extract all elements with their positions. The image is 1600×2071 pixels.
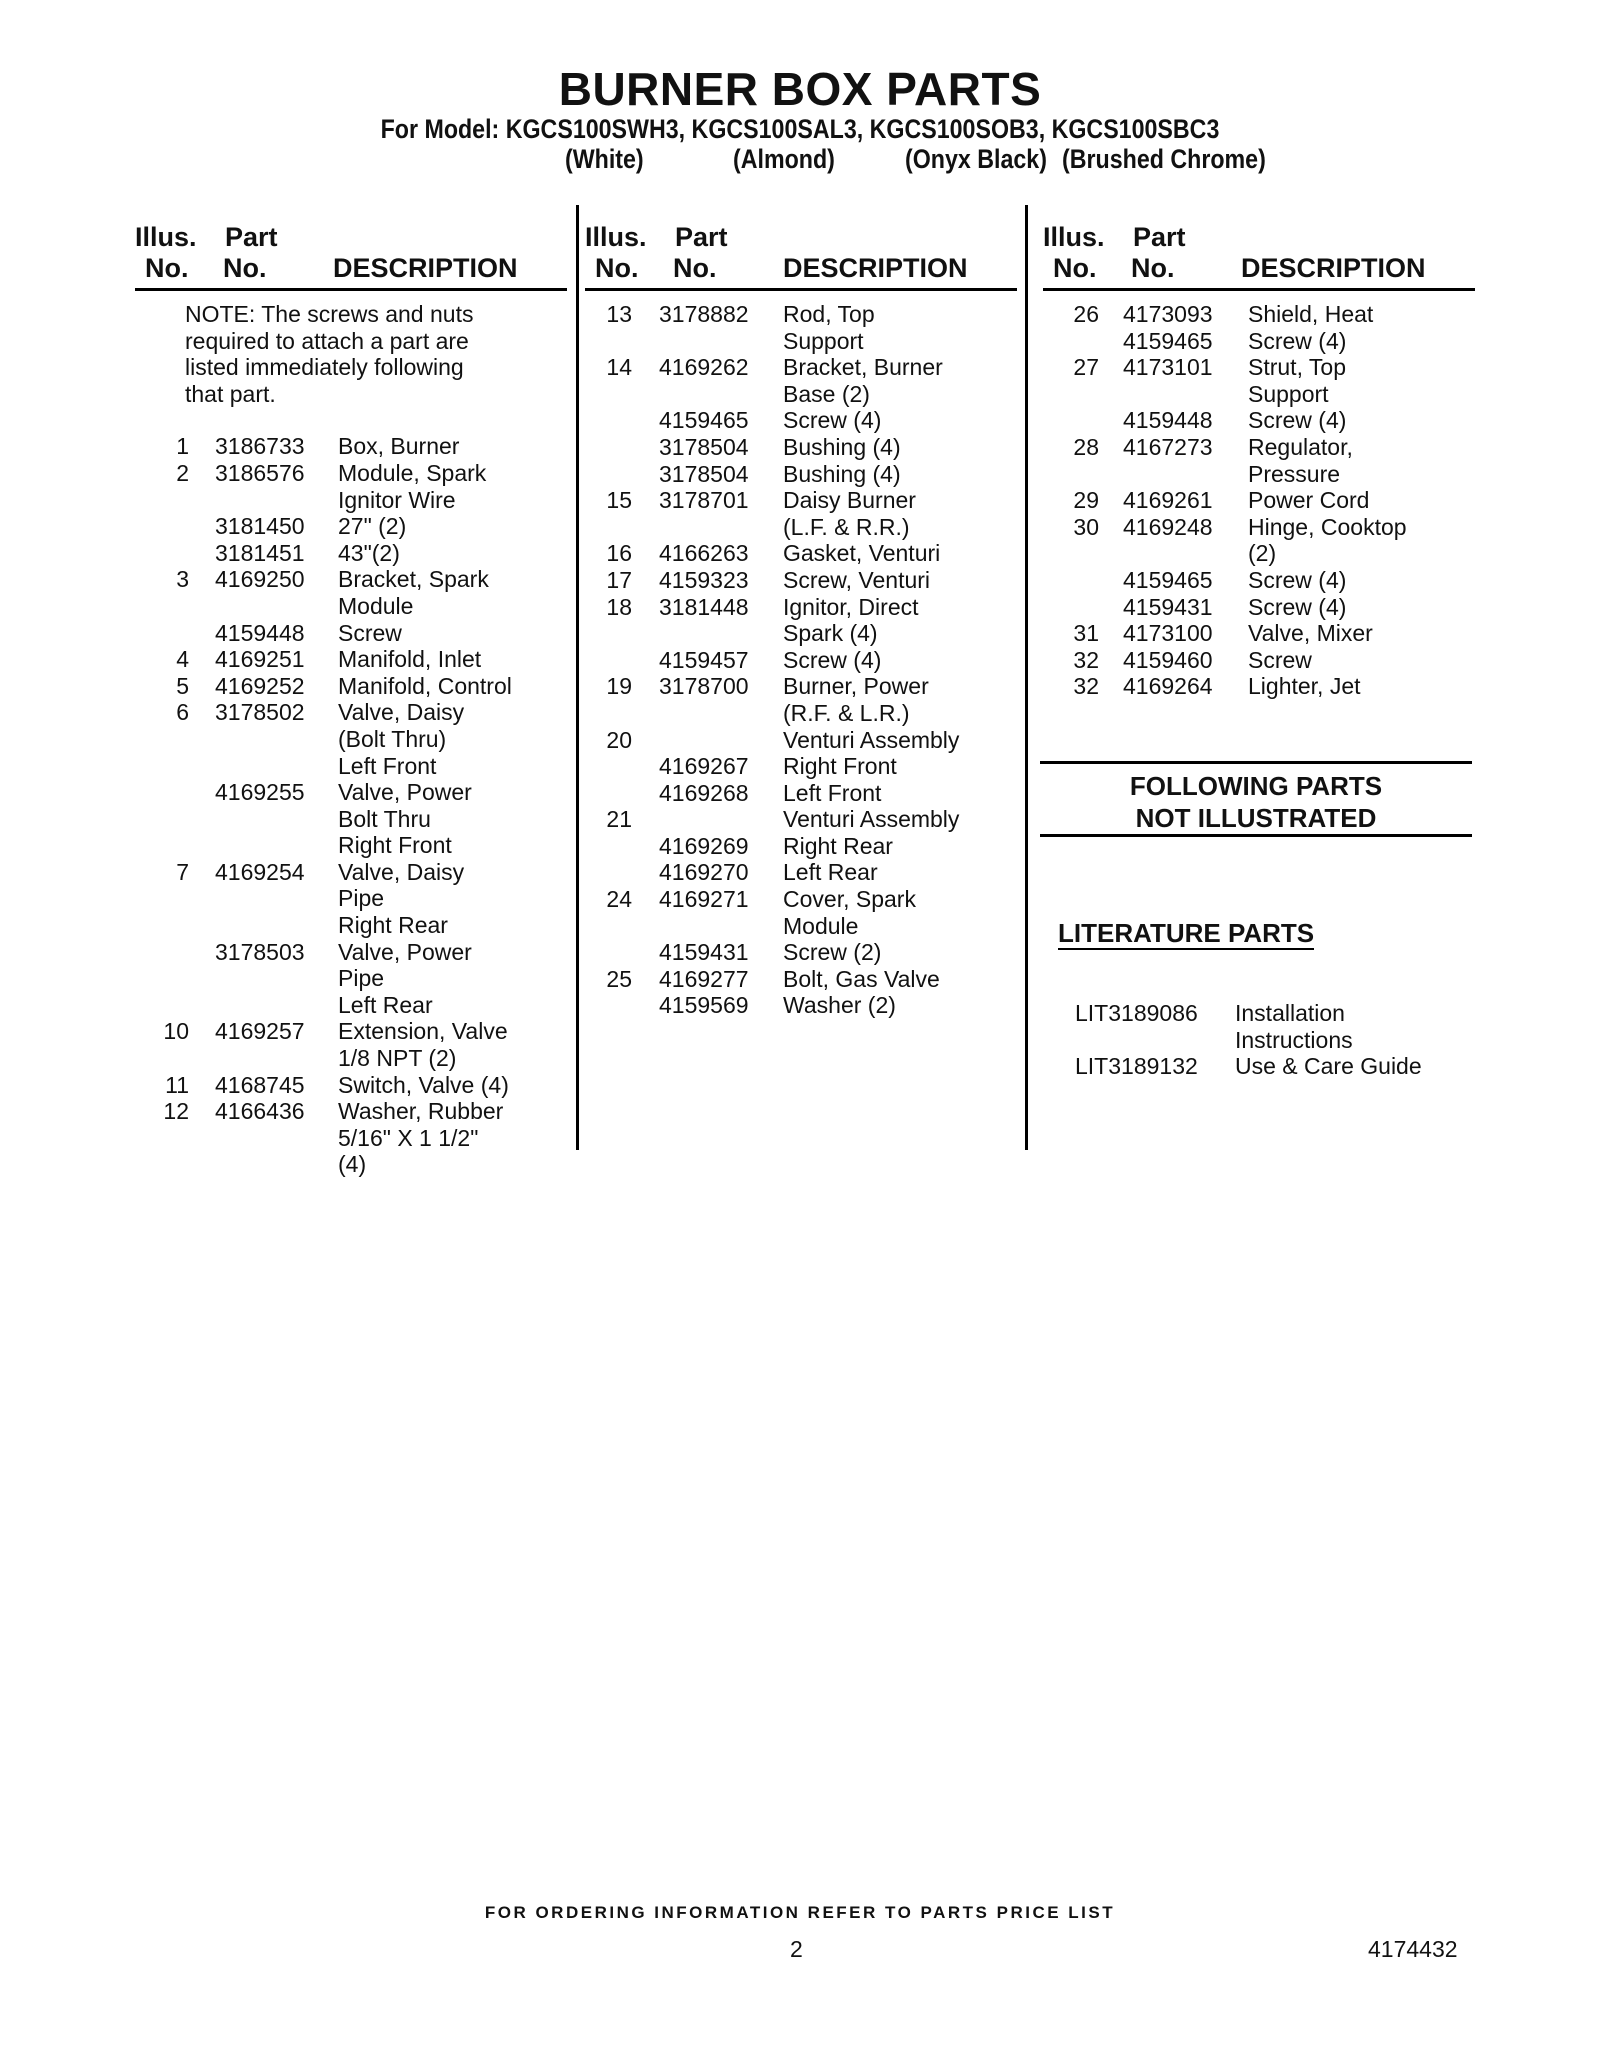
part-description: Pipe (338, 965, 385, 992)
part-description: Pressure (1248, 460, 1341, 487)
page-title: BURNER BOX PARTS (558, 63, 1042, 115)
part-description: (Bolt Thru) (338, 725, 447, 752)
table-row (585, 806, 1017, 833)
illus-number: 4 (176, 646, 189, 673)
illus-number: 7 (176, 858, 189, 885)
part-description: Ignitor Wire (338, 486, 456, 513)
part-description: Box, Burner (338, 433, 460, 460)
color-almond: (Almond) (733, 144, 835, 174)
literature-heading: LITERATURE PARTS (1058, 918, 1315, 948)
part-description: Screw (338, 619, 402, 646)
illus-number: 31 (1073, 620, 1099, 647)
part-number: 3181448 (659, 593, 749, 620)
table-row (585, 966, 1017, 993)
table-row (135, 1125, 567, 1152)
part-description: Ignitor, Direct (783, 593, 919, 620)
illus-number: 26 (1073, 301, 1099, 327)
table-row (1043, 647, 1475, 674)
table-row (585, 381, 1017, 408)
parts-list-2 (585, 301, 1017, 1019)
table-row (1043, 301, 1475, 328)
illus-number: 6 (176, 699, 189, 726)
table-row (1043, 328, 1475, 355)
part-description: Module (338, 592, 414, 619)
part-description: 43"(2) (338, 539, 400, 566)
part-description: Base (2) (783, 380, 870, 407)
column-divider (1025, 205, 1028, 1150)
part-description: Cover, Spark (783, 886, 916, 913)
illus-number: 32 (1073, 673, 1099, 700)
table-row (585, 514, 1017, 541)
part-number: 4159460 (1123, 646, 1213, 673)
part-number: 4166263 (659, 540, 749, 567)
illus-number: 3 (176, 566, 189, 593)
document-number: 4174432 (1368, 1936, 1458, 1962)
illus-number: 17 (606, 566, 632, 593)
table-row (135, 513, 567, 540)
illus-number: 11 (165, 1071, 189, 1098)
part-description: (4) (338, 1151, 367, 1178)
part-description: Left Front (338, 752, 437, 779)
part-description: Power Cord (1248, 487, 1370, 514)
table-row (1043, 514, 1475, 541)
part-number: 4169254 (215, 858, 305, 885)
part-number: 4169264 (1123, 673, 1213, 700)
table-row (135, 832, 567, 859)
part-description: Washer (2) (783, 992, 896, 1019)
table-row (1043, 461, 1475, 488)
illus-number: 1 (176, 433, 189, 460)
parts-list-3 (1043, 301, 1475, 700)
part-number: 4159465 (1123, 566, 1213, 593)
column-divider (576, 205, 579, 1150)
part-description: Burner, Power (783, 673, 929, 700)
illus-number: 24 (606, 886, 632, 913)
part-description: Valve, Daisy (338, 858, 465, 885)
part-description: Screw (1248, 646, 1312, 673)
illus-number: 25 (606, 965, 632, 992)
part-number: 4169267 (659, 753, 749, 780)
part-number: 4159465 (1123, 327, 1213, 354)
table-row (585, 833, 1017, 860)
following-parts-box (1040, 761, 1472, 837)
part-number: 4169248 (1123, 513, 1213, 540)
part-description: Rod, Top (783, 301, 875, 327)
table-row (585, 886, 1017, 913)
part-description: Right Front (783, 753, 897, 780)
literature-row (1075, 1000, 1495, 1027)
part-description: Regulator, (1248, 433, 1353, 460)
column-header: Illus. No. Part No. DESCRIPTION (585, 222, 1017, 291)
literature-list (1075, 1000, 1495, 1080)
part-number: 4169262 (659, 354, 749, 381)
table-row (585, 540, 1017, 567)
table-row (135, 859, 567, 886)
part-description: Left Front (783, 779, 882, 806)
parts-column-2 (585, 222, 1017, 1019)
ordering-info: FOR ORDERING INFORMATION REFER TO PARTS PRICE LIST (484, 1903, 1116, 1922)
table-row (135, 433, 567, 460)
part-number: 4169271 (659, 886, 749, 913)
table-row (1043, 594, 1475, 621)
table-row (135, 540, 567, 567)
literature-part-number: LIT3189086 (1075, 1000, 1198, 1026)
part-number: 4169268 (659, 779, 749, 806)
table-row (1043, 673, 1475, 700)
column-header: Illus. No. Part No. DESCRIPTION (135, 222, 567, 291)
part-number: 4173100 (1123, 620, 1213, 647)
illus-number: 2 (176, 459, 189, 486)
table-row (585, 700, 1017, 727)
illus-number: 10 (163, 1018, 189, 1045)
part-number: 4169251 (215, 646, 305, 673)
part-number: 4159457 (659, 646, 749, 673)
table-row (135, 620, 567, 647)
part-description: Right Rear (338, 912, 448, 939)
table-row (585, 434, 1017, 461)
illus-number: 12 (163, 1098, 189, 1125)
part-description: Valve, Mixer (1248, 620, 1373, 647)
parts-column-3 (1043, 222, 1475, 700)
part-description: Daisy Burner (783, 487, 916, 514)
table-row (585, 939, 1017, 966)
part-number: 3178701 (659, 487, 749, 514)
part-number: 4159323 (659, 566, 749, 593)
table-row (585, 673, 1017, 700)
table-row (585, 594, 1017, 621)
table-row (585, 620, 1017, 647)
table-row (585, 487, 1017, 514)
part-number: 4169257 (215, 1018, 305, 1045)
part-number: 3178502 (215, 699, 305, 726)
table-row (585, 407, 1017, 434)
part-description: Strut, Top (1248, 354, 1347, 381)
part-number: 4159448 (1123, 407, 1213, 434)
part-description: Washer, Rubber (338, 1098, 504, 1125)
part-description: Valve, Power (338, 779, 472, 806)
part-description: Bushing (4) (783, 460, 901, 487)
illus-number: 28 (1073, 433, 1099, 460)
literature-row (1075, 1053, 1495, 1080)
part-description: 1/8 NPT (2) (338, 1045, 457, 1072)
part-number: 4159448 (215, 619, 305, 646)
part-description: Hinge, Cooktop (1248, 513, 1407, 540)
part-number: 4169250 (215, 566, 305, 593)
illus-number: 18 (606, 593, 632, 620)
part-description: Screw (2) (783, 939, 882, 966)
part-description: Screw (4) (1248, 593, 1347, 620)
table-row (585, 461, 1017, 488)
table-row (135, 992, 567, 1019)
part-number: 4169270 (659, 859, 749, 886)
table-row (135, 1151, 567, 1178)
part-description: (L.F. & R.R.) (783, 513, 910, 540)
part-description: Screw (4) (783, 407, 882, 434)
part-number: 3186733 (215, 433, 305, 460)
table-row (585, 727, 1017, 754)
part-number: 4159431 (659, 939, 749, 966)
table-row (585, 780, 1017, 807)
table-row (1043, 434, 1475, 461)
model-colors (0, 144, 1600, 178)
table-row (135, 1018, 567, 1045)
part-description: Module, Spark (338, 459, 487, 486)
illus-number: 13 (606, 301, 632, 327)
color-white: (White) (565, 144, 644, 174)
table-row (1043, 354, 1475, 381)
table-row (135, 753, 567, 780)
table-row (135, 1072, 567, 1099)
literature-description: Instructions (1235, 1026, 1353, 1053)
table-row (585, 647, 1017, 674)
part-description: Bolt Thru (338, 805, 431, 832)
part-number: 3181450 (215, 513, 305, 540)
part-number: 3178504 (659, 433, 749, 460)
table-row (135, 646, 567, 673)
illus-number: 21 (606, 806, 632, 833)
part-number: 3178700 (659, 673, 749, 700)
part-number: 4169277 (659, 965, 749, 992)
part-description: Left Rear (338, 991, 433, 1018)
part-description: Extension, Valve (338, 1018, 508, 1045)
part-description: Manifold, Control (338, 672, 512, 699)
color-onyx-black: (Onyx Black) (905, 144, 1047, 174)
part-description: Screw (4) (1248, 566, 1347, 593)
table-row (585, 354, 1017, 381)
table-row (585, 301, 1017, 328)
part-number: 4159569 (659, 992, 749, 1019)
table-row (1043, 620, 1475, 647)
table-row (1043, 567, 1475, 594)
part-number: 4169269 (659, 832, 749, 859)
illus-number: 5 (176, 672, 189, 699)
following-parts-line-2: NOT ILLUSTRATED (1135, 803, 1377, 833)
part-number: 3178504 (659, 460, 749, 487)
illus-number: 20 (606, 726, 632, 753)
illus-number: 15 (606, 487, 632, 514)
part-description: Support (1248, 380, 1329, 407)
illus-number: 32 (1073, 646, 1099, 673)
part-description: Switch, Valve (4) (338, 1071, 509, 1098)
part-description: Bushing (4) (783, 433, 901, 460)
illus-number: 30 (1073, 513, 1099, 540)
part-number: 3178882 (659, 301, 749, 327)
part-description: (2) (1248, 540, 1277, 567)
part-description: Left Rear (783, 859, 878, 886)
part-number: 4159431 (1123, 593, 1213, 620)
part-number: 4159465 (659, 407, 749, 434)
table-row (135, 673, 567, 700)
part-description: Manifold, Inlet (338, 646, 482, 673)
part-description: Pipe (338, 885, 385, 912)
part-number: 4168745 (215, 1071, 305, 1098)
color-brushed-chrome: (Brushed Chrome) (1062, 144, 1266, 174)
literature-description: Use & Care Guide (1235, 1053, 1422, 1080)
table-row (1043, 407, 1475, 434)
part-number: 4173101 (1123, 354, 1213, 381)
part-description: (R.F. & L.R.) (783, 699, 910, 726)
table-row (1043, 540, 1475, 567)
part-description: Support (783, 327, 864, 354)
part-description: Lighter, Jet (1248, 673, 1361, 700)
table-row (135, 885, 567, 912)
part-number: 4169255 (215, 779, 305, 806)
table-row (135, 1045, 567, 1072)
table-row (1043, 381, 1475, 408)
part-description: Right Rear (783, 832, 893, 859)
table-row (135, 939, 567, 966)
illus-number: 19 (606, 673, 632, 700)
note: NOTE: The screws and nuts required to attach a part are listed immediately following that part. (185, 301, 474, 407)
parts-list-1 (135, 433, 567, 1178)
literature-part-number: LIT3189132 (1075, 1053, 1198, 1080)
part-description: Right Front (338, 832, 452, 859)
part-number: 4167273 (1123, 433, 1213, 460)
table-row (135, 460, 567, 487)
part-description: Bracket, Burner (783, 354, 943, 381)
part-description: Shield, Heat (1248, 301, 1374, 327)
table-row (135, 779, 567, 806)
table-row (585, 913, 1017, 940)
part-description: Valve, Daisy (338, 699, 465, 726)
table-row (135, 806, 567, 833)
part-number: 4173093 (1123, 301, 1213, 327)
literature-row (1075, 1027, 1495, 1054)
table-row (1043, 487, 1475, 514)
part-description: Module (783, 912, 859, 939)
table-row (135, 593, 567, 620)
part-description: Venturi Assembly (783, 806, 960, 833)
part-description: Screw, Venturi (783, 566, 931, 593)
column-header: Illus. No. Part No. DESCRIPTION (1043, 222, 1475, 291)
illus-number: 27 (1073, 354, 1099, 381)
part-description: Venturi Assembly (783, 726, 960, 753)
part-description: 27" (2) (338, 513, 407, 540)
part-description: Bracket, Spark (338, 566, 489, 593)
table-row (135, 726, 567, 753)
part-number: 4166436 (215, 1098, 305, 1125)
part-description: Spark (4) (783, 620, 878, 647)
part-number: 4169261 (1123, 487, 1213, 514)
part-number: 3186576 (215, 459, 305, 486)
table-row (585, 859, 1017, 886)
following-parts-line-1: FOLLOWING PARTS (1129, 771, 1383, 801)
part-description: 5/16" X 1 1/2" (338, 1124, 479, 1151)
table-row (135, 912, 567, 939)
part-description: Screw (4) (1248, 327, 1347, 354)
table-row (135, 487, 567, 514)
table-row (135, 699, 567, 726)
illus-number: 16 (606, 540, 632, 567)
illus-number: 14 (606, 354, 632, 381)
table-row (585, 753, 1017, 780)
table-row (135, 566, 567, 593)
parts-column-1 (135, 222, 567, 1178)
page-number: 2 (790, 1936, 803, 1962)
part-description: Screw (4) (783, 646, 882, 673)
table-row (585, 567, 1017, 594)
table-row (135, 965, 567, 992)
part-description: Screw (4) (1248, 407, 1347, 434)
part-number: 3181451 (215, 539, 305, 566)
part-description: Valve, Power (338, 938, 472, 965)
table-row (135, 1098, 567, 1125)
illus-number: 29 (1073, 487, 1099, 514)
part-description: Gasket, Venturi (783, 540, 941, 567)
part-description: Bolt, Gas Valve (783, 965, 940, 992)
table-row (585, 328, 1017, 355)
table-row (585, 992, 1017, 1019)
literature-description: Installation (1235, 1000, 1345, 1026)
part-number: 3178503 (215, 938, 305, 965)
part-number: 4169252 (215, 672, 305, 699)
model-list: For Model: KGCS100SWH3, KGCS100SAL3, KGCS100SOB3, KGCS100SBC3 (380, 114, 1220, 144)
